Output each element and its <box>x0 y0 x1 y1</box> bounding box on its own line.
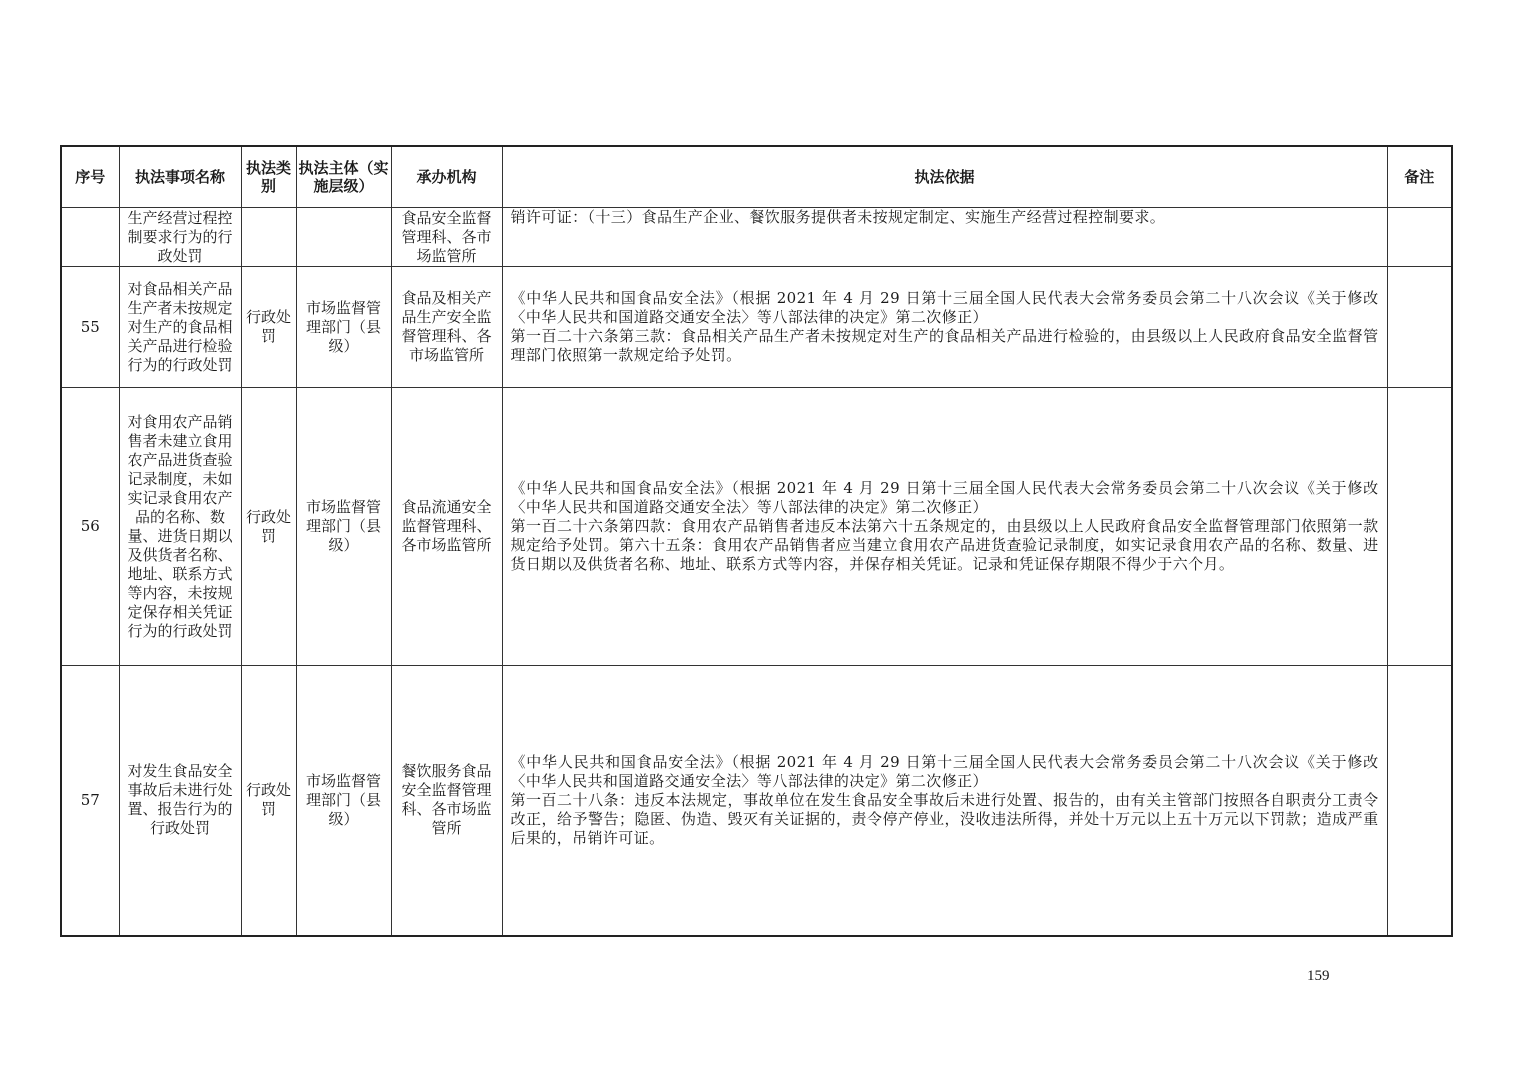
basis-paragraph: 销许可证：（十三）食品生产企业、餐饮服务提供者未按规定制定、实施生产经营过程控制要求。 <box>510 208 1166 226</box>
cell-basis <box>502 208 1387 267</box>
page-number: 159 <box>1307 968 1330 984</box>
cell-basis <box>502 388 1387 666</box>
header-basis: 执法依据 <box>502 146 1387 208</box>
cell-subject: 市场监督管理部门（县级） <box>296 388 391 666</box>
cell-basis <box>502 267 1387 388</box>
cell-category: 行政处罚 <box>241 388 296 666</box>
cell-subject <box>296 208 391 267</box>
basis-law-citation: 《中华人民共和国食品安全法》（根据 2021 年 4 月 29 日第十三届全国人民代表大会常务委员会第二十八次会议《关于修改〈中华人民共和国道路交通安全法〉等八部法律的决定》第二次修正） <box>510 479 1379 516</box>
cell-agency: 食品流通安全监督管理科、各市场监管所 <box>391 388 502 666</box>
basis-article: 第一百二十八条：违反本法规定，事故单位在发生食品安全事故后未进行处置、报告的，由有关主管部门按照各自职责分工责令改正，给予警告；隐匿、伪造、毁灭有关证据的，责令停产停业，没收违法所得，并处十万元以上五十万元以下罚款；造成严重后果的，吊销许可证。 <box>510 790 1379 847</box>
header-seq: 序号 <box>61 146 119 208</box>
cell-item-name: 对发生食品安全事故后未进行处置、报告行为的行政处罚 <box>119 666 241 936</box>
header-agency: 承办机构 <box>391 146 502 208</box>
table-header-row <box>61 146 1452 208</box>
cell-category: 行政处罚 <box>241 666 296 936</box>
cell-seq <box>61 208 119 267</box>
header-category: 执法类别 <box>241 146 296 208</box>
basis-article: 第一百二十六条第四款：食用农产品销售者违反本法第六十五条规定的，由县级以上人民政府食品安全监督管理部门依照第一款规定给予处罚。第六十五条：食用农产品销售者应当建立食用农产品进货查验记录制度，如实记录食用农产品的名称、数量、进货日期以及供货者名称、地址、联系方式等内容，并保存相关凭证。记录和凭证保存期限不得少于六个月。 <box>510 517 1379 573</box>
cell-item-name: 对食用农产品销售者未建立食用农产品进货查验记录制度，未如实记录食用农产品的名称、数量、进货日期以及供货者名称、地址、联系方式等内容，未按规定保存相关凭证行为的行政处罚 <box>119 388 241 666</box>
cell-agency: 食品及相关产品生产安全监督管理科、各市场监管所 <box>391 267 502 388</box>
cell-item-name: 生产经营过程控制要求行为的行政处罚 <box>119 208 241 267</box>
cell-basis <box>502 666 1387 936</box>
cell-remarks <box>1387 267 1452 388</box>
cell-remarks <box>1387 388 1452 666</box>
cell-agency: 餐饮服务食品安全监督管理科、各市场监管所 <box>391 666 502 936</box>
basis-law-citation: 《中华人民共和国食品安全法》（根据 2021 年 4 月 29 日第十三届全国人民代表大会常务委员会第二十八次会议《关于修改〈中华人民共和国道路交通安全法〉等八部法律的决定》第二次修正） <box>510 752 1379 790</box>
cell-seq: 56 <box>61 388 119 666</box>
cell-seq: 57 <box>61 666 119 936</box>
cell-category: 行政处罚 <box>241 267 296 388</box>
cell-remarks <box>1387 208 1452 267</box>
cell-subject: 市场监督管理部门（县级） <box>296 267 391 388</box>
header-item-name: 执法事项名称 <box>119 146 241 208</box>
table-row <box>61 388 1452 666</box>
header-subject: 执法主体（实施层级） <box>296 146 391 208</box>
cell-category <box>241 208 296 267</box>
table-row <box>61 208 1452 267</box>
basis-law-citation: 《中华人民共和国食品安全法》（根据 2021 年 4 月 29 日第十三届全国人民代表大会常务委员会第二十八次会议《关于修改〈中华人民共和国道路交通安全法〉等八部法律的决定》第二次修正） <box>510 289 1379 326</box>
enforcement-items-table <box>60 145 1453 937</box>
cell-item-name: 对食品相关产品生产者未按规定对生产的食品相关产品进行检验行为的行政处罚 <box>119 267 241 388</box>
cell-seq: 55 <box>61 267 119 388</box>
basis-article: 第一百二十六条第三款：食品相关产品生产者未按规定对生产的食品相关产品进行检验的，由县级以上人民政府食品安全监督管理部门依照第一款规定给予处罚。 <box>510 327 1379 364</box>
table-row <box>61 267 1452 388</box>
table-row <box>61 666 1452 936</box>
cell-agency: 食品安全监督管理科、各市场监管所 <box>391 208 502 267</box>
header-remarks: 备注 <box>1387 146 1452 208</box>
cell-remarks <box>1387 666 1452 936</box>
cell-subject: 市场监督管理部门（县级） <box>296 666 391 936</box>
